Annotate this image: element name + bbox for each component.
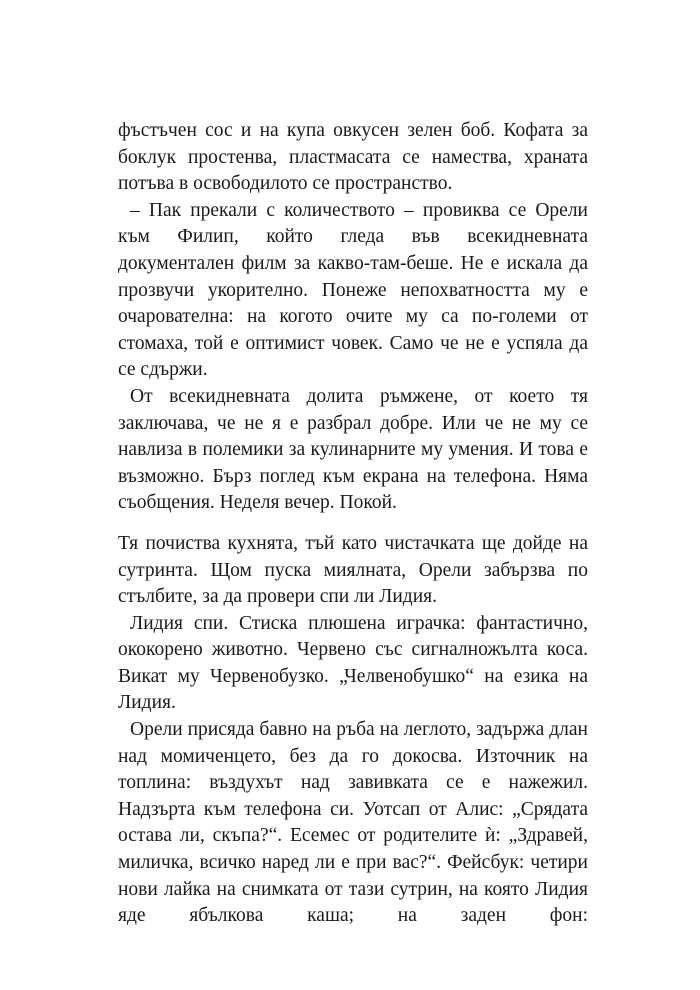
paragraph-6: Орели присяда бавно на ръба на леглото, задържа длан над момиченцето, без да го докосва. Източник на топлина: въздухът над завивката се е нажежил. Надзърта към телефона си. Уотсап от Алис: „Срядата остава ли, скъпа?“. Есемес от родителите ѝ: „Здравей, миличка, всичко наред ли е при вас?“. Фейсбук: четири нови лайка на снимката от тази сутрин, на която Лидия яде ябълкова каша; на заден фон: — [118, 719, 588, 927]
paragraph-5: Лидия спи. Стиска плюшена играчка: фантастично, ококорено животно. Червено със сигналножълта коса. Викат му Червенобузко. „Челвенобушко“ на езика на Лидия. — [118, 612, 588, 714]
paragraph-4: Тя почиства кухнята, тъй като чистачката ще дойде на сутринта. Щом пуска миялната, Орели забързва по стълбите, за да провери спи ли Лидия. — [118, 532, 588, 608]
paragraph-1: фъстъчен сос и на купа овкусен зелен боб. Кофата за боклук простенва, пластмасата се намества, храната потъва в освободилото се пространство. — [118, 120, 588, 195]
document-page — [118, 118, 588, 930]
paragraph-2: – Пак прекали с количеството – провиква се Орели към Филип, който гледа във всекидневната документален филм за какво-там-беше. Не е искала да прозвучи укорително. Понеже непохватността му е очарователна: на когото очите му са по-големи от стомаха, той е оптимист човек. Само че не е успяла да се сдържи. — [118, 199, 588, 381]
paragraph-3: От всекидневната долита ръмжене, от което тя заключава, че не я е разбрал добре. Или че не му се навлиза в полемики за кулинарните му умения. И това е възможно. Бърз поглед към екрана на телефона. Няма съобщения. Неделя вечер. Покой. — [118, 385, 588, 514]
